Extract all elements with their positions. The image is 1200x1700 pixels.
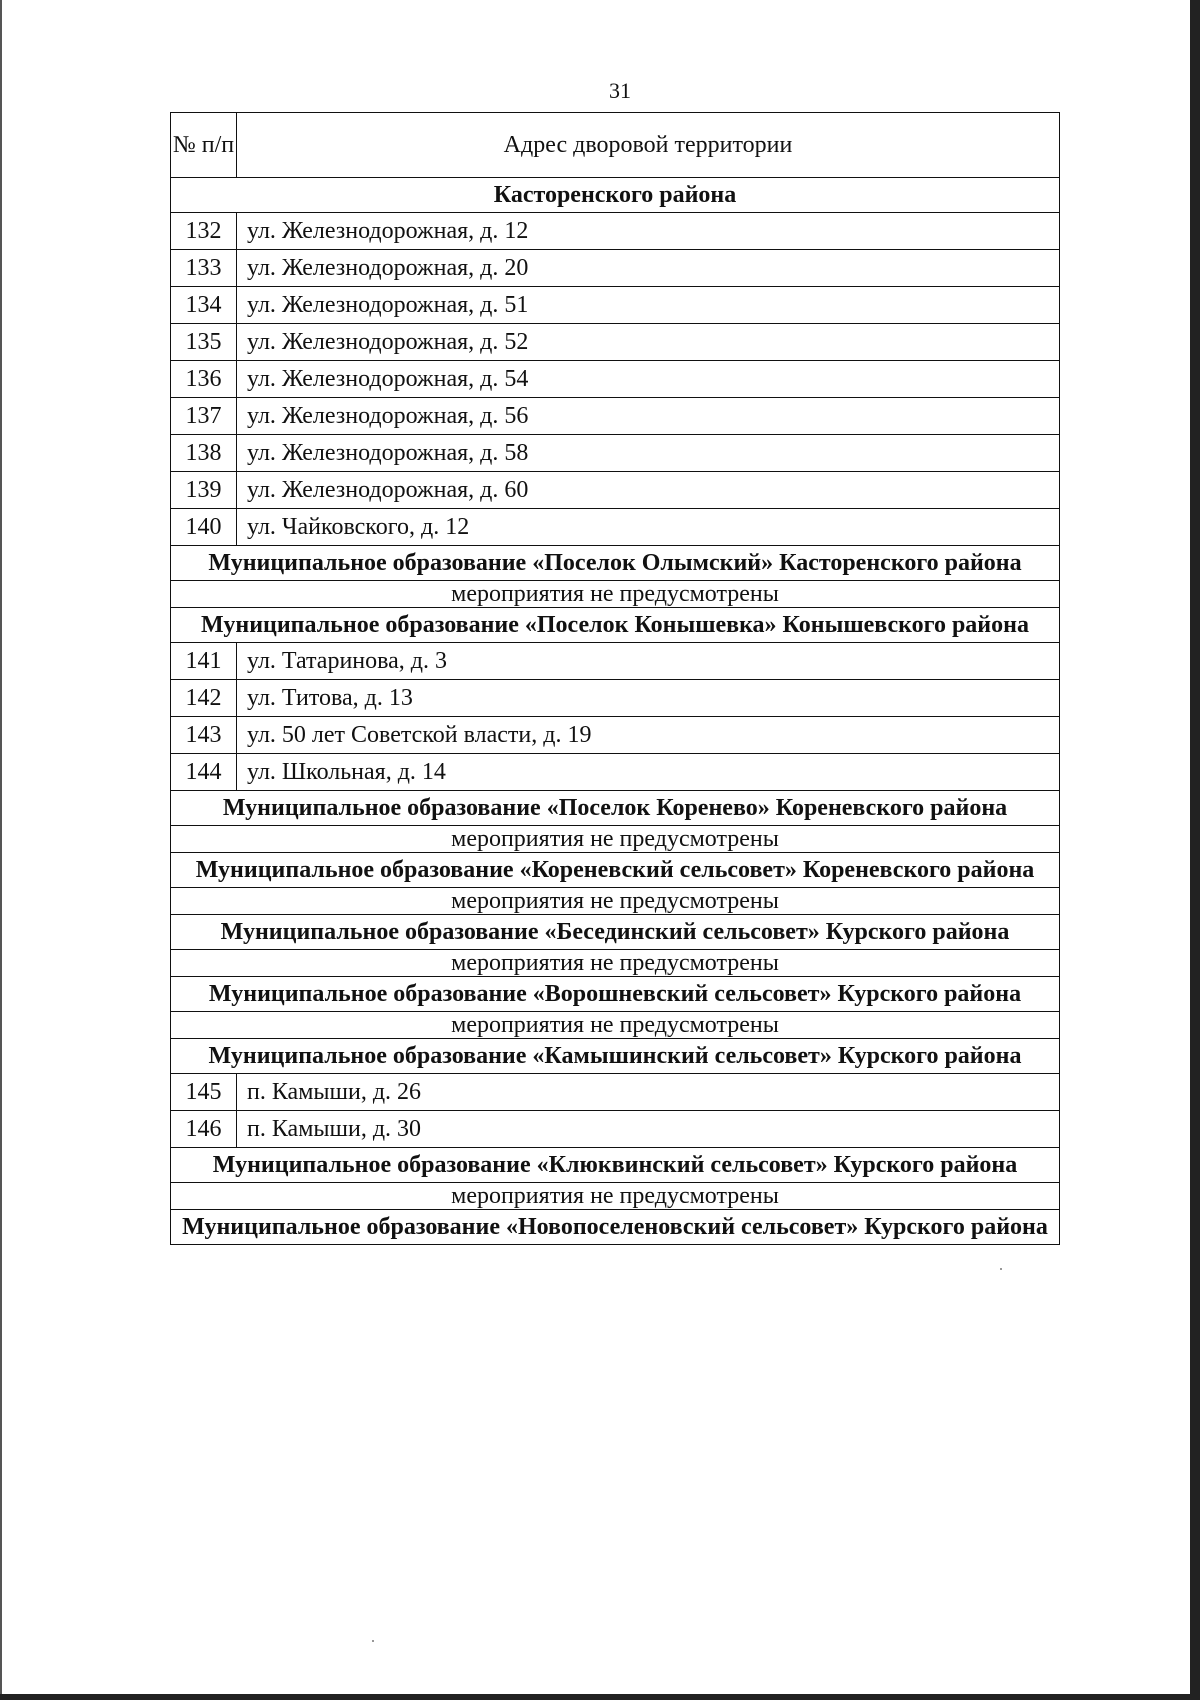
row-address: ул. Железнодорожная, д. 60	[237, 472, 1060, 509]
row-address: ул. Школьная, д. 14	[237, 754, 1060, 791]
row-address: ул. Железнодорожная, д. 54	[237, 361, 1060, 398]
section-heading: Муниципальное образование «Кореневский сельсовет» Кореневского района	[171, 853, 1060, 888]
row-address: ул. Железнодорожная, д. 52	[237, 324, 1060, 361]
section-heading: Муниципальное образование «Поселок Коренево» Кореневского района	[171, 791, 1060, 826]
section-heading-row	[171, 608, 1060, 643]
scan-edge-right	[1190, 0, 1200, 1700]
section-heading-row	[171, 915, 1060, 950]
section-heading: Муниципальное образование «Поселок Олымский» Касторенского района	[171, 546, 1060, 581]
row-number: 134	[171, 287, 237, 324]
section-heading: Муниципальное образование «Бесединский сельсовет» Курского района	[171, 915, 1060, 950]
row-number: 142	[171, 680, 237, 717]
no-measures-note: мероприятия не предусмотрены	[171, 1012, 1060, 1039]
address-table	[170, 112, 1060, 1245]
note-row	[171, 826, 1060, 853]
row-number: 135	[171, 324, 237, 361]
page-number: 31	[609, 78, 631, 103]
note-row	[171, 581, 1060, 608]
section-heading-row	[171, 546, 1060, 581]
row-address: ул. Железнодорожная, д. 58	[237, 435, 1060, 472]
section-heading: Касторенского района	[171, 178, 1060, 213]
section-heading: Муниципальное образование «Новопоселеновский сельсовет» Курского района	[171, 1210, 1060, 1245]
row-address: ул. Железнодорожная, д. 12	[237, 213, 1060, 250]
row-address: ул. Татаринова, д. 3	[237, 643, 1060, 680]
no-measures-note: мероприятия не предусмотрены	[171, 888, 1060, 915]
row-number: 133	[171, 250, 237, 287]
section-heading-row	[171, 1210, 1060, 1245]
no-measures-note: мероприятия не предусмотрены	[171, 1183, 1060, 1210]
row-number: 145	[171, 1074, 237, 1111]
row-number: 143	[171, 717, 237, 754]
section-heading: Муниципальное образование «Клюквинский сельсовет» Курского района	[171, 1148, 1060, 1183]
section-heading: Муниципальное образование «Ворошневский сельсовет» Курского района	[171, 977, 1060, 1012]
row-address: ул. 50 лет Советской власти, д. 19	[237, 717, 1060, 754]
section-heading: Муниципальное образование «Камышинский сельсовет» Курского района	[171, 1039, 1060, 1074]
row-number: 141	[171, 643, 237, 680]
row-number: 139	[171, 472, 237, 509]
row-address: ул. Чайковского, д. 12	[237, 509, 1060, 546]
table-row	[171, 754, 1060, 791]
row-address: п. Камыши, д. 26	[237, 1074, 1060, 1111]
row-address: п. Камыши, д. 30	[237, 1111, 1060, 1148]
section-heading-row	[171, 791, 1060, 826]
note-row	[171, 950, 1060, 977]
row-number: 136	[171, 361, 237, 398]
no-measures-note: мероприятия не предусмотрены	[171, 950, 1060, 977]
section-heading-row	[171, 977, 1060, 1012]
no-measures-note: мероприятия не предусмотрены	[171, 826, 1060, 853]
table-row	[171, 324, 1060, 361]
header-address: Адрес дворовой территории	[237, 113, 1060, 178]
row-number: 146	[171, 1111, 237, 1148]
table-row	[171, 250, 1060, 287]
row-number: 144	[171, 754, 237, 791]
section-heading: Муниципальное образование «Поселок Конышевка» Конышевского района	[171, 608, 1060, 643]
table-row	[171, 398, 1060, 435]
scan-edge-left	[0, 0, 2, 1700]
header-num: № п/п	[171, 113, 237, 178]
note-row	[171, 1012, 1060, 1039]
scan-speck	[1000, 1268, 1002, 1270]
section-heading-row	[171, 853, 1060, 888]
scan-speck	[372, 1640, 374, 1642]
row-address: ул. Железнодорожная, д. 20	[237, 250, 1060, 287]
row-number: 137	[171, 398, 237, 435]
table-row	[171, 213, 1060, 250]
table-body	[171, 178, 1060, 1245]
section-heading-row	[171, 178, 1060, 213]
table-row	[171, 1074, 1060, 1111]
table-row	[171, 472, 1060, 509]
section-heading-row	[171, 1148, 1060, 1183]
table-row	[171, 287, 1060, 324]
table-row	[171, 361, 1060, 398]
note-row	[171, 888, 1060, 915]
table-header-row	[171, 113, 1060, 178]
table-row	[171, 509, 1060, 546]
no-measures-note: мероприятия не предусмотрены	[171, 581, 1060, 608]
scan-edge-bottom	[0, 1694, 1200, 1700]
row-number: 140	[171, 509, 237, 546]
table-row	[171, 680, 1060, 717]
table-row	[171, 643, 1060, 680]
section-heading-row	[171, 1039, 1060, 1074]
table-row	[171, 1111, 1060, 1148]
table-row	[171, 717, 1060, 754]
row-number: 138	[171, 435, 237, 472]
row-address: ул. Титова, д. 13	[237, 680, 1060, 717]
row-address: ул. Железнодорожная, д. 51	[237, 287, 1060, 324]
table-row	[171, 435, 1060, 472]
row-number: 132	[171, 213, 237, 250]
note-row	[171, 1183, 1060, 1210]
row-address: ул. Железнодорожная, д. 56	[237, 398, 1060, 435]
